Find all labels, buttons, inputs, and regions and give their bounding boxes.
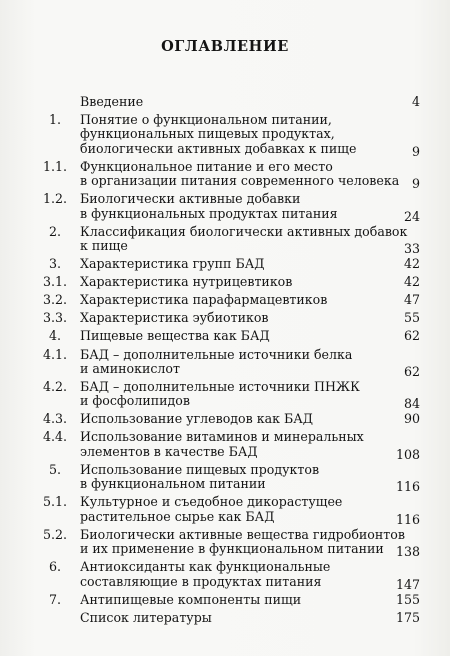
toc-entry[interactable] bbox=[0, 611, 450, 625]
toc-entry-title-line: в функциональном питании bbox=[80, 476, 266, 492]
toc-entry[interactable] bbox=[0, 158, 450, 192]
toc-entry[interactable] bbox=[0, 257, 450, 271]
toc-entry[interactable] bbox=[0, 348, 450, 377]
toc-entry[interactable] bbox=[0, 311, 450, 325]
toc-entry-number: 5.2. bbox=[42, 526, 68, 542]
toc-entry[interactable] bbox=[0, 429, 450, 462]
toc-entry-page-number: 62 bbox=[403, 328, 420, 344]
toc-entry-page-number: 84 bbox=[403, 396, 420, 412]
toc-entry-title-line: растительное сырье как БАД bbox=[80, 508, 275, 524]
toc-entry-title-line: к пище bbox=[80, 238, 128, 254]
toc-entry-number: 6. bbox=[48, 559, 62, 575]
toc-entry-title-line: Пищевые вещества как БАД bbox=[80, 328, 270, 344]
toc-entry-title-line: Понятие о функциональном питании, bbox=[80, 112, 332, 128]
toc-entry-page-number: 155 bbox=[395, 591, 420, 607]
toc-entry-page-number: 90 bbox=[403, 411, 420, 427]
toc-entry-title-line: БАД – дополнительные источники белка bbox=[80, 346, 353, 362]
toc-entry-title-line: Характеристика групп БАД bbox=[80, 256, 265, 272]
toc-entry[interactable] bbox=[0, 412, 450, 426]
toc-entry-page-number: 55 bbox=[403, 310, 420, 326]
toc-entry-page-number: 147 bbox=[395, 576, 420, 592]
toc-entry-number: 5. bbox=[48, 461, 62, 477]
toc-entry-number: 2. bbox=[48, 223, 62, 239]
toc-entry[interactable] bbox=[0, 191, 450, 224]
toc-entry[interactable] bbox=[0, 223, 450, 257]
toc-entry-page-number: 62 bbox=[403, 363, 420, 379]
toc-entry-title-line: и их применение в функциональном питании bbox=[80, 541, 384, 557]
toc-entry-page-number: 116 bbox=[395, 479, 420, 495]
toc-entry-number: 4.4. bbox=[42, 429, 68, 445]
toc-entry-title-line: функциональных пищевых продуктах, bbox=[80, 126, 335, 142]
toc-entry-title-line: составляющие в продуктах питания bbox=[80, 573, 322, 589]
toc-entry[interactable] bbox=[0, 559, 450, 592]
toc-entry-number: 1.2. bbox=[42, 191, 68, 207]
toc-entry[interactable] bbox=[0, 112, 450, 159]
toc-entry-title-line: в организации питания современного человека bbox=[80, 173, 400, 189]
toc-entry-page-number: 42 bbox=[403, 274, 420, 290]
toc-entry-number: 3.2. bbox=[42, 292, 68, 308]
toc-entry-page-number: 138 bbox=[395, 544, 420, 560]
toc-entry-page-number: 4 bbox=[411, 94, 420, 109]
toc-entry-title-line: Список литературы bbox=[80, 609, 212, 625]
toc-entry-page-number: 108 bbox=[395, 446, 420, 462]
toc-entry-title-line: Антиоксиданты как функциональные bbox=[80, 559, 331, 575]
toc-entry-number: 3.1. bbox=[42, 274, 68, 290]
toc-entry-page-number: 24 bbox=[403, 208, 420, 224]
toc-entry-page-number: 9 bbox=[411, 176, 420, 192]
toc-entry[interactable] bbox=[0, 275, 450, 289]
toc-entry-title-line: биологически активных добавках к пище bbox=[80, 140, 357, 156]
toc-entry-title-line: в функциональных продуктах питания bbox=[80, 205, 338, 221]
toc-entry-title-line: Использование углеводов как БАД bbox=[80, 411, 314, 427]
toc-entry-number: 1.1. bbox=[42, 158, 68, 174]
toc-entry-title-line: элементов в качестве БАД bbox=[80, 443, 258, 459]
toc-entry-page-number: 116 bbox=[395, 511, 420, 527]
toc-entry-number: 1. bbox=[48, 112, 62, 128]
toc-entry-page-number: 9 bbox=[411, 143, 420, 159]
toc-entry-page-number: 47 bbox=[403, 292, 420, 308]
toc-entry-title-line: Функциональное питание и его место bbox=[80, 158, 333, 174]
toc-entry-title-line: Биологически активные добавки bbox=[80, 191, 301, 207]
toc-entry-title-line: Введение bbox=[80, 94, 144, 109]
toc-entry-number: 4.1. bbox=[42, 346, 68, 362]
toc-entry-page-number: 33 bbox=[403, 241, 420, 257]
toc-entry-title-line: Характеристика эубиотиков bbox=[80, 310, 269, 326]
toc-entry-page-number: 175 bbox=[395, 609, 420, 625]
toc-entry-title-line: Использование пищевых продуктов bbox=[80, 461, 320, 477]
toc-entry[interactable] bbox=[0, 593, 450, 607]
toc-entry-title-line: Использование витаминов и минеральных bbox=[80, 429, 364, 445]
toc-entry[interactable] bbox=[0, 329, 450, 343]
toc-entry-number: 7. bbox=[48, 591, 62, 607]
page-title: ОГЛАВЛЕНИЕ bbox=[161, 38, 289, 55]
toc-entry-title-line: и аминокислот bbox=[80, 360, 180, 376]
toc-entry-number: 4. bbox=[48, 328, 62, 344]
toc-entry-number: 3.3. bbox=[42, 310, 68, 326]
toc-entry[interactable] bbox=[0, 95, 450, 109]
toc-entry-title-line: Антипищевые компоненты пищи bbox=[80, 591, 302, 607]
toc-entry-title-line: Характеристика нутрицевтиков bbox=[80, 274, 293, 290]
toc-entry-title-line: БАД – дополнительные источники ПНЖК bbox=[80, 378, 360, 394]
toc-entry[interactable] bbox=[0, 494, 450, 527]
toc-entry[interactable] bbox=[0, 293, 450, 307]
toc-entry-number: 5.1. bbox=[42, 494, 68, 510]
toc-entry-page-number: 42 bbox=[403, 256, 420, 272]
toc-entry[interactable] bbox=[0, 378, 450, 412]
toc-entry-title-line: Культурное и съедобное дикорастущее bbox=[80, 494, 343, 510]
toc-entry-number: 4.2. bbox=[42, 378, 68, 394]
toc-entry-title-line: Характеристика парафармацевтиков bbox=[80, 292, 328, 308]
toc-entry-number: 3. bbox=[48, 256, 62, 272]
toc-entry[interactable] bbox=[0, 526, 450, 560]
toc-entry-title-line: Биологически активные вещества гидробионтов bbox=[80, 526, 405, 542]
toc-entry[interactable] bbox=[0, 461, 450, 495]
toc-entry-number: 4.3. bbox=[42, 411, 68, 427]
toc-entry-title-line: Классификация биологически активных добавок bbox=[80, 223, 408, 239]
toc-entry-title-line: и фосфолипидов bbox=[80, 393, 190, 409]
